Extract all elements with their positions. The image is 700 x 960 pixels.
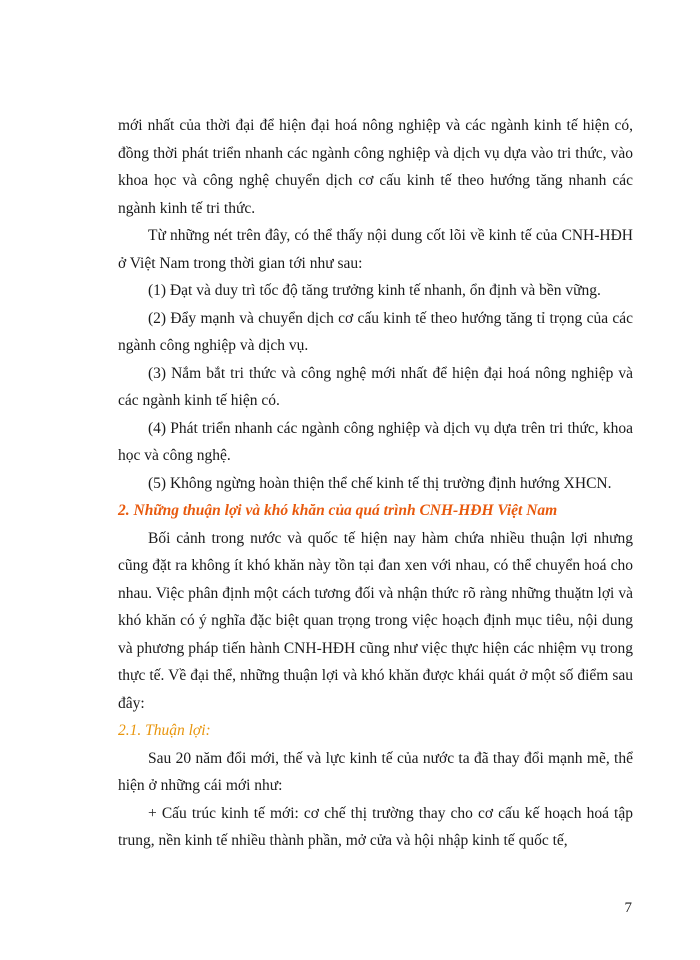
list-item-2: (2) Đẩy mạnh và chuyển dịch cơ cấu kinh tế theo hướng tăng tỉ trọng của các ngành công nghiệp và dịch vụ.: [118, 309, 633, 354]
section-heading: 2. Những thuận lợi và khó khăn của quá trình CNH-HĐH Việt Nam: [118, 502, 558, 519]
subsection-heading: 2.1. Thuận lợi:: [118, 722, 211, 739]
page-number: 7: [624, 900, 632, 916]
section-paragraph: Bối cảnh trong nước và quốc tế hiện nay hàm chứa nhiều thuận lợi nhưng cũng đặt ra không ít khó khăn này tồn tại đan xen với nhau, có thể chuyển hoá cho nhau. Việc phân định một cách tương đối và nhận thức rõ ràng những thuặtn lợi và khó khăn có ý nghĩa đặc biệt quan trọng trong việc hoạch định mục tiêu, nội dung và phương pháp tiến hành CNH-HĐH cũng như việc thực hiện các nhiệm vụ trong thực tế. Về đại thể, những thuận lợi và khó khăn được khái quát ở một số điểm sau đây:: [118, 529, 633, 712]
list-item-5: (5) Không ngừng hoàn thiện thể chế kinh tế thị trường định hướng XHCN.: [148, 474, 612, 492]
subsection-paragraph-2: + Cấu trúc kinh tế mới: cơ chế thị trường thay cho cơ cấu kế hoạch hoá tập trung, nền kinh tế nhiều thành phần, mở cửa và hội nhập kinh tế quốc tế,: [118, 804, 633, 849]
list-item-4: (4) Phát triển nhanh các ngành công nghiệp và dịch vụ dựa trên tri thức, khoa học và công nghệ.: [118, 419, 633, 464]
subsection-paragraph-1: Sau 20 năm đổi mới, thế và lực kinh tế của nước ta đã thay đổi mạnh mẽ, thể hiện ở những cái mới như:: [118, 749, 633, 794]
list-item-1: (1) Đạt và duy trì tốc độ tăng trưởng kinh tế nhanh, ổn định và bền vững.: [148, 282, 601, 299]
list-item-3: (3) Nắm bắt tri thức và công nghệ mới nhất để hiện đại hoá nông nghiệp và các ngành kinh tế hiện có.: [118, 364, 633, 409]
page-body: [118, 112, 633, 855]
paragraph-continuation: mới nhất của thời đại để hiện đại hoá nông nghiệp và các ngành kinh tế hiện có, đồng thời phát triển nhanh các ngành công nghiệp và dịch vụ dựa vào tri thức, vào khoa học và công nghệ chuyển dịch cơ cấu kinh tế theo hướng tăng nhanh các ngành kinh tế tri thức.: [118, 117, 633, 217]
paragraph-intro-core-content: Từ những nét trên đây, có thể thấy nội dung cốt lõi về kinh tế của CNH-HĐH ở Việt Nam trong thời gian tới như sau:: [118, 227, 633, 272]
